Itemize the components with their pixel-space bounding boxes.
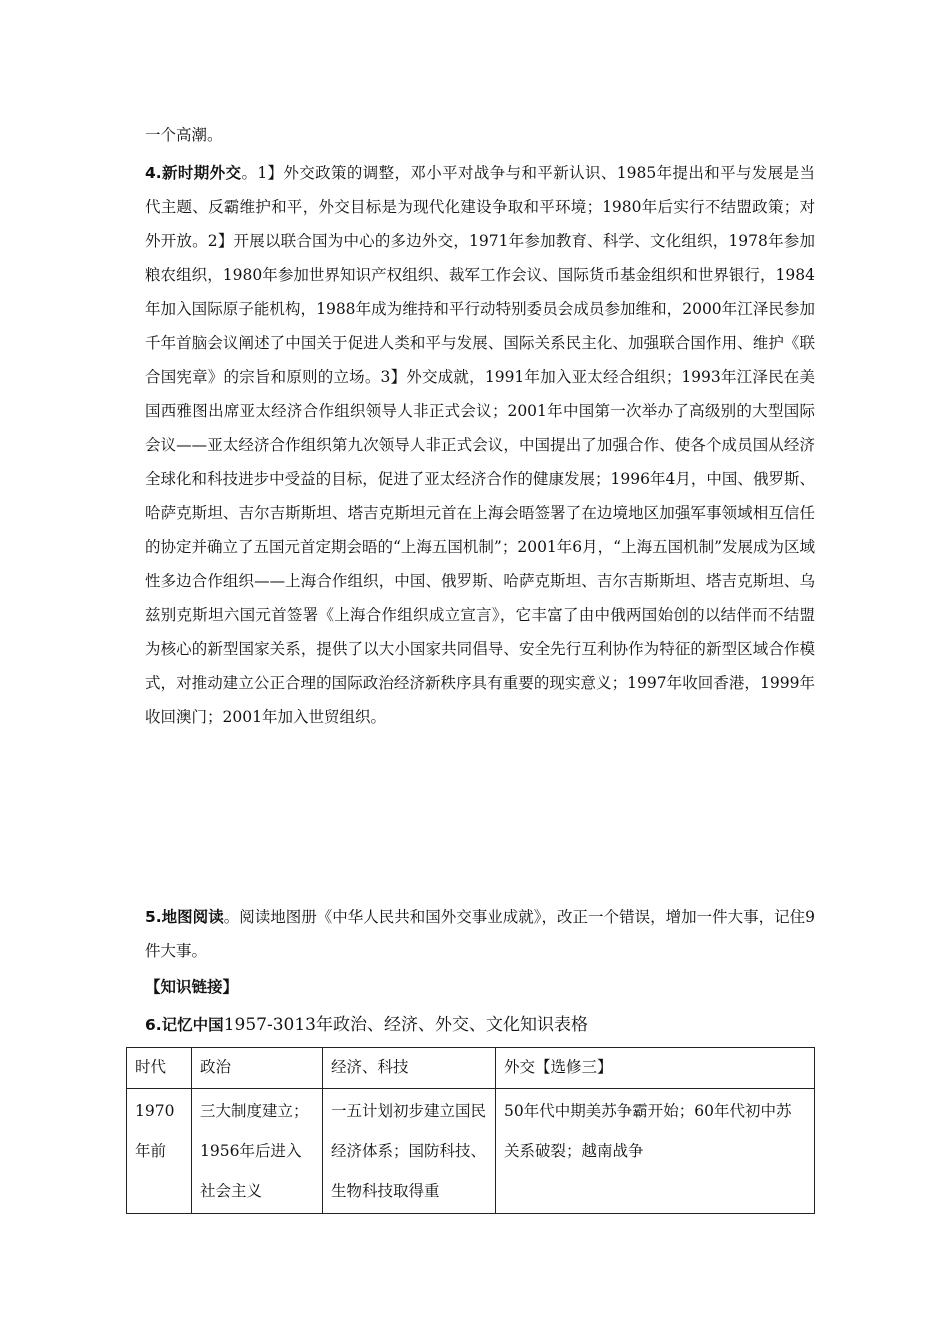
header-politics: 政治 [192, 1048, 323, 1089]
cell-era: 1970年前 [127, 1089, 192, 1214]
header-diplomacy: 外交【选修三】 [496, 1048, 815, 1089]
cell-politics: 三大制度建立；1956年后进入社会主义 [192, 1089, 323, 1214]
section-5-paragraph [145, 900, 815, 968]
continuation-line [145, 118, 815, 152]
knowledge-table [126, 1047, 815, 1214]
section-5-heading: 5.地图阅读 [145, 908, 224, 926]
table-row [127, 1089, 815, 1214]
knowledge-link-text: 【知识链接】 [145, 978, 239, 996]
header-economy: 经济、科技 [323, 1048, 496, 1089]
section-4-paragraph [145, 156, 815, 734]
section-4-heading: 4.新时期外交 [145, 164, 242, 182]
knowledge-link-heading [145, 970, 815, 1004]
section-4-body: 。1】外交政策的调整，邓小平对战争与和平新认识、1985年提出和平与发展是当代主题、反霸维护和平，外交目标是为现代化建设争取和平环境；1980年后实行不结盟政策；对外开放。2】开展以联合国为中心的多边外交，1971年参加教育、科学、文化组织，1978年参加粮农组织，1980年参加世界知识产权组织、裁军工作会议、国际货币基金组织和世界银行，1984年加入国际原子能机构，1988年成为维持和平行动特别委员会成员参加维和，2000年江泽民参加千年首脑会议阐述了中国关于促进人类和平与发展、国际关系民主化、加强联合国作用、维护《联合国宪章》的宗旨和原则的立场。3】外交成就，1991年加入亚太经合组织；1993年江泽民在美国西雅图出席亚太经济合作组织领导人非正式会议；2001年中国第一次举办了高级别的大型国际会议——亚太经济合作组织第九次领导人非正式会议，中国提出了加强合作、使各个成员国从经济全球化和科技进步中受益的目标，促进了亚太经济合作的健康发展；1996年4月，中国、俄罗斯、哈萨克斯坦、吉尔吉斯斯坦、塔吉克斯坦元首在上海会晤签署了在边境地区加强军事领域相互信任的协定并确立了五国元首定期会晤的“上海五国机制”；2001年6月，“上海五国机制”发展成为区域性多边合作组织——上海合作组织，中国、俄罗斯、哈萨克斯坦、吉尔吉斯斯坦、塔吉克斯坦、乌兹别克斯坦六国元首签署《上海合作组织成立宣言》，它丰富了由中俄两国始创的以结伴而不结盟为核心的新型国家关系，提供了以大小国家共同倡导、安全先行互利协作为特征的新型区域合作模式，对推动建立公正合理的国际政治经济新秩序具有重要的现实意义；1997年收回香港，1999年收回澳门；2001年加入世贸组织。 [145, 164, 816, 726]
cell-economy: 一五计划初步建立国民经济体系；国防科技、生物科技取得重 [323, 1089, 496, 1214]
section-6-title [145, 1010, 825, 1040]
continuation-text: 一个高潮。 [145, 126, 223, 144]
cell-diplomacy: 50年代中期美苏争霸开始；60年代初中苏关系破裂；越南战争 [496, 1089, 815, 1214]
section-6-title-rest: 1957-3013年政治、经济、外交、文化知识表格 [223, 1015, 588, 1035]
section-5-body: 。阅读地图册《中华人民共和国外交事业成就》，改正一个错误，增加一件大事，记住9件大事。 [145, 908, 815, 960]
table-header-row [127, 1048, 815, 1089]
header-era: 时代 [127, 1048, 192, 1089]
section-6-heading: 6.记忆中国 [145, 1016, 224, 1034]
